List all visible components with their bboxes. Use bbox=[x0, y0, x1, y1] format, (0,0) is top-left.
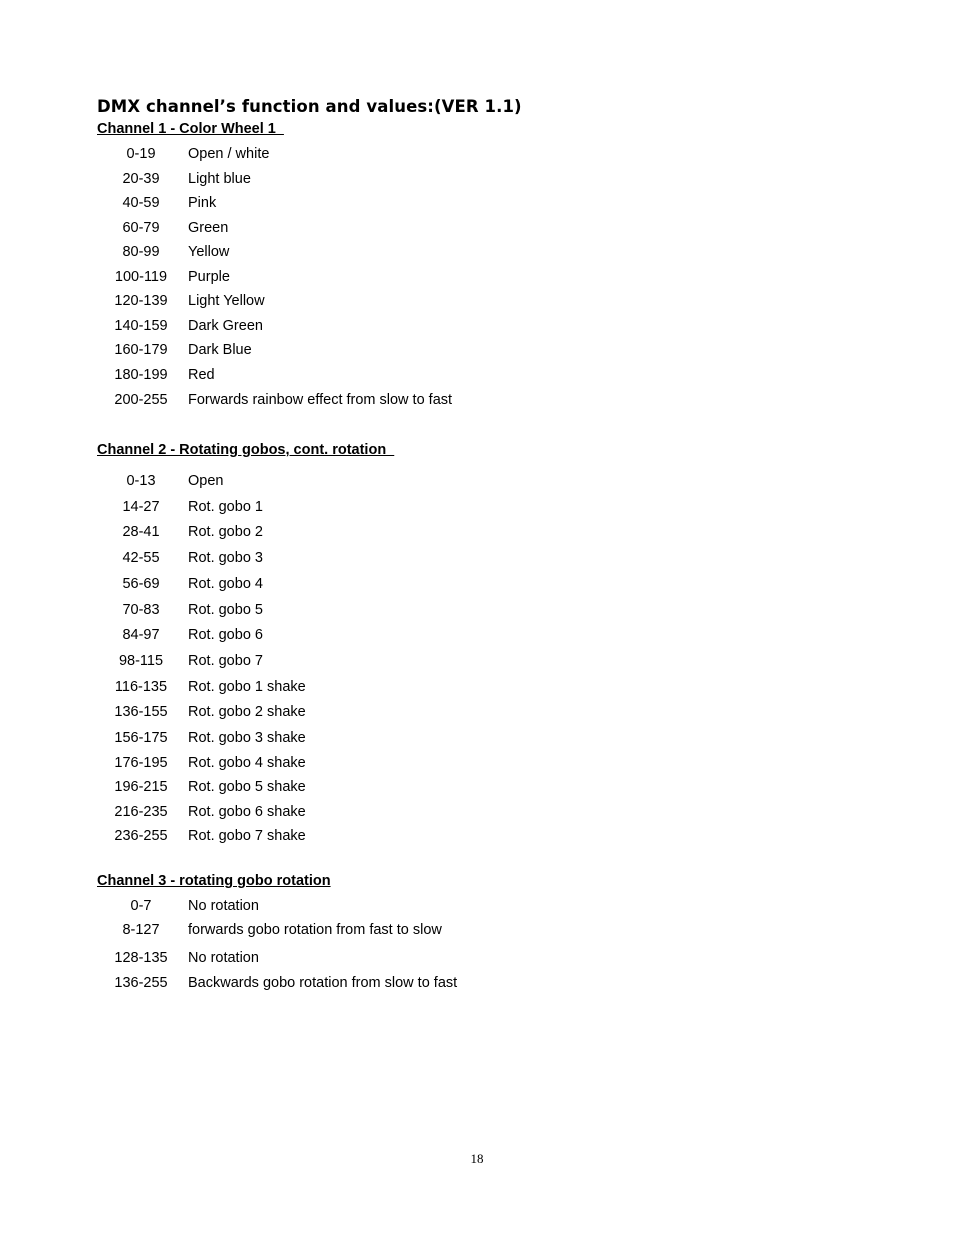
dmx-function: Rot. gobo 6 bbox=[188, 627, 263, 643]
dmx-function: Rot. gobo 4 shake bbox=[188, 755, 306, 771]
dmx-range: 140-159 bbox=[114, 318, 168, 334]
dmx-range: 216-235 bbox=[114, 804, 168, 820]
table-row bbox=[0, 602, 600, 622]
dmx-range: 176-195 bbox=[114, 755, 168, 771]
dmx-function: Yellow bbox=[188, 244, 230, 260]
table-row bbox=[0, 950, 600, 970]
table-row bbox=[0, 220, 600, 240]
dmx-function: Rot. gobo 2 bbox=[188, 524, 263, 540]
dmx-function: Rot. gobo 5 shake bbox=[188, 779, 306, 795]
dmx-function: Red bbox=[188, 367, 215, 383]
dmx-range: 20-39 bbox=[122, 171, 160, 187]
dmx-range: 136-155 bbox=[114, 704, 168, 720]
dmx-function: forwards gobo rotation from fast to slow bbox=[188, 922, 442, 938]
dmx-range: 0-13 bbox=[126, 473, 156, 489]
dmx-range: 8-127 bbox=[122, 922, 160, 938]
dmx-range: 0-7 bbox=[130, 898, 152, 914]
table-row bbox=[0, 473, 600, 493]
table-row bbox=[0, 550, 600, 570]
dmx-function: Rot. gobo 7 shake bbox=[188, 828, 306, 844]
dmx-function: Rot. gobo 6 shake bbox=[188, 804, 306, 820]
table-row bbox=[0, 342, 600, 362]
dmx-range: 160-179 bbox=[114, 342, 168, 358]
dmx-range: 100-119 bbox=[114, 269, 168, 285]
dmx-range: 84-97 bbox=[122, 627, 160, 643]
table-row bbox=[0, 730, 600, 750]
dmx-function: Backwards gobo rotation from slow to fast bbox=[188, 975, 458, 991]
table-row bbox=[0, 244, 600, 264]
dmx-range: 28-41 bbox=[122, 524, 160, 540]
dmx-range: 116-135 bbox=[114, 679, 168, 695]
table-row bbox=[0, 975, 600, 995]
dmx-function: Light Yellow bbox=[188, 293, 265, 309]
table-row bbox=[0, 804, 600, 824]
dmx-range: 120-139 bbox=[114, 293, 168, 309]
channel-1-heading: Channel 1 - Color Wheel 1 bbox=[97, 121, 284, 137]
dmx-range: 200-255 bbox=[114, 392, 168, 408]
dmx-function: Rot. gobo 1 shake bbox=[188, 679, 306, 695]
dmx-function: Rot. gobo 1 bbox=[188, 499, 263, 515]
dmx-range: 136-255 bbox=[114, 975, 168, 991]
channel-3-heading: Channel 3 - rotating gobo rotation bbox=[97, 873, 331, 889]
table-row bbox=[0, 392, 600, 412]
dmx-function: Dark Blue bbox=[188, 342, 252, 358]
dmx-range: 40-59 bbox=[122, 195, 160, 211]
table-row bbox=[0, 293, 600, 313]
dmx-function: Open / white bbox=[188, 146, 270, 162]
dmx-range: 236-255 bbox=[114, 828, 168, 844]
table-row bbox=[0, 499, 600, 519]
dmx-function: Forwards rainbow effect from slow to fast bbox=[188, 392, 453, 408]
dmx-range: 60-79 bbox=[122, 220, 160, 236]
dmx-range: 196-215 bbox=[114, 779, 168, 795]
dmx-range: 56-69 bbox=[122, 576, 160, 592]
table-row bbox=[0, 828, 600, 848]
table-row bbox=[0, 195, 600, 215]
dmx-function: Open bbox=[188, 473, 224, 489]
table-row bbox=[0, 318, 600, 338]
dmx-range: 180-199 bbox=[114, 367, 168, 383]
dmx-range: 14-27 bbox=[122, 499, 160, 515]
dmx-range: 98-115 bbox=[118, 653, 164, 669]
table-row bbox=[0, 704, 600, 724]
dmx-function: Light blue bbox=[188, 171, 251, 187]
dmx-function: Rot. gobo 2 shake bbox=[188, 704, 306, 720]
dmx-range: 0-19 bbox=[126, 146, 156, 162]
dmx-function: Rot. gobo 3 bbox=[188, 550, 263, 566]
table-row bbox=[0, 779, 600, 799]
dmx-range: 156-175 bbox=[114, 730, 168, 746]
dmx-function: Rot. gobo 5 bbox=[188, 602, 263, 618]
table-row bbox=[0, 653, 600, 673]
dmx-function: Purple bbox=[188, 269, 230, 285]
table-row bbox=[0, 922, 600, 942]
table-row bbox=[0, 171, 600, 191]
dmx-function: Dark Green bbox=[188, 318, 263, 334]
page-title: DMX channel’s function and values:(VER 1.1) bbox=[97, 97, 522, 116]
table-row bbox=[0, 898, 600, 918]
table-row bbox=[0, 627, 600, 647]
table-row bbox=[0, 269, 600, 289]
dmx-range: 80-99 bbox=[122, 244, 160, 260]
dmx-function: Green bbox=[188, 220, 229, 236]
channel-2-heading: Channel 2 - Rotating gobos, cont. rotation bbox=[97, 442, 395, 458]
dmx-function: No rotation bbox=[188, 898, 259, 914]
table-row bbox=[0, 755, 600, 775]
dmx-function: No rotation bbox=[188, 950, 259, 966]
table-row bbox=[0, 146, 600, 166]
dmx-function: Pink bbox=[188, 195, 217, 211]
table-row bbox=[0, 367, 600, 387]
table-row bbox=[0, 576, 600, 596]
dmx-range: 42-55 bbox=[122, 550, 160, 566]
dmx-function: Rot. gobo 3 shake bbox=[188, 730, 306, 746]
page-number: 18 bbox=[470, 1151, 484, 1166]
dmx-function: Rot. gobo 7 bbox=[188, 653, 263, 669]
dmx-range: 70-83 bbox=[122, 602, 160, 618]
dmx-function: Rot. gobo 4 bbox=[188, 576, 263, 592]
table-row bbox=[0, 524, 600, 544]
table-row bbox=[0, 679, 600, 699]
dmx-range: 128-135 bbox=[114, 950, 168, 966]
